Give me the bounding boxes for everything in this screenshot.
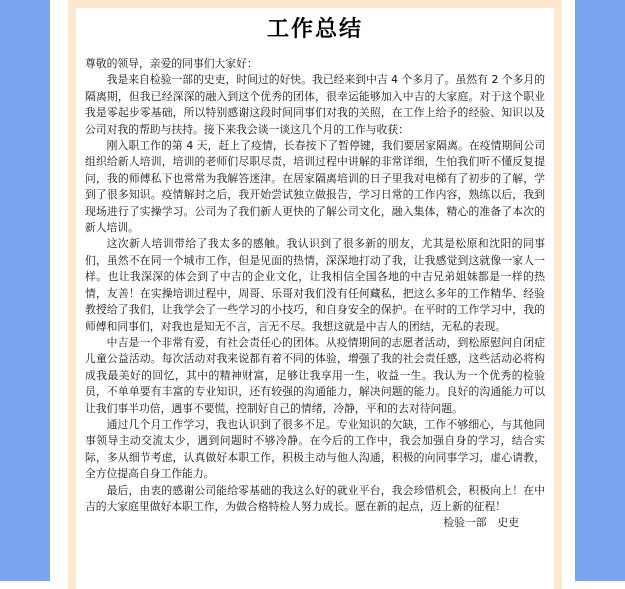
paragraph-training-start: 刚入职工作的第 4 天，赶上了疫情，长春按下了暂停键，我们要居家隔离。在疫情期间公司组织给新人培训，培训的老师们尽职尽责，培训过程中讲解的非常详细，生怕我们听不懂反复提问，我的师傅私下也常常为我解答迷津。在居家隔离培训的日子里我对电梯有了初步的了解，学到了很多知识。疫情解封之后，我开始尝试独立做报告，学习日常的工作内容，熟练以后，我到现场进行了实操学习。公司为了我们新人更快的了解公司文化，融入集体，精心的准备了本次的新人培训。 xyxy=(85,139,545,235)
paragraph-intro: 我是来自检验一部的史吏，时间过的好快。我已经来到中吉 4 个多月了。虽然有 2 个多月的隔离期，但我已经深深的融入到这个优秀的团体，很幸运能够加入中吉的大家庭。对于这个职业我是零起步零基础，所以特别感谢这段时间同事们对我的关照，在工作上给予的经验、知识以及公司对我的帮助与扶持。接下来我会谈一谈这几个月的工作与收获： xyxy=(85,73,545,136)
paragraph-training-impressions: 这次新人培训带给了我太多的感触。我认识到了很多新的朋友，尤其是松原和沈阳的同事们，虽然不在同一个城市工作，但是见面的热情，深深地打动了我，让我感觉到这就像一家人一样。也让我深深的体会到了中吉的企业文化，让我相信全国各地的中吉兄弟姐妹都是一样的热情，友善！在实操培训过程中，周哥、乐哥对我们没有任何藏私，把这么多年的工作精华、经验教授给了我们，让我学会了一些学习的小技巧，和自身安全的保护。在平时的工作学习中，我的师傅和同事们，对我也是知无不言，言无不尽。我想这就是中吉人的团结，无私的表现。 xyxy=(85,237,545,333)
salutation: 尊敬的领导，亲爱的同事们大家好： xyxy=(85,57,258,70)
document-title: 工作总结 xyxy=(266,16,363,42)
paragraph-closing: 最后，由衷的感谢公司能给零基础的我这么好的就业平台，我会珍惜机会，积极向上！在中吉的大家庭里做好本职工作，为做合格特检人努力成长。愿在新的起点，迈上新的征程！ xyxy=(85,483,545,513)
paragraph-company-culture: 中吉是一个非常有爱，有社会责任心的团体。从疫情期间的志愿者活动，到松原慰问自闭症儿童公益活动。每次活动对我来说都有着不同的体验，增强了我的社会责任感，这些活动必将构成我最美好的回忆，其中的精神财富，足够让我享用一生，收益一生。我认为一个优秀的检验员，不单单要有丰富的专业知识，还有较强的沟通能力，解决问题的能力。良好的沟通能力可以让我们事半功倍，遇事不要慌，控制好自己的情绪，冷静，平和的去对待问题。 xyxy=(85,335,545,415)
document-frame xyxy=(68,0,562,589)
paragraph-shortcomings: 通过几个月工作学习，我也认识到了很多不足。专业知识的欠缺，工作不够细心，与其他同事领导主动交流太少，遇到问题时不够冷静。在今后的工作中，我会加强自身的学习，结合实际，多从细节考虑，认真做好本职工作，积极主动与他人沟通，积极的向同事学习，虚心请教，全方位提高自身工作能力。 xyxy=(85,417,545,481)
document-body xyxy=(85,56,545,532)
left-side-panel xyxy=(0,0,50,581)
signature: 检验一部 史吏 xyxy=(443,516,519,530)
right-side-panel xyxy=(575,0,625,581)
document-page xyxy=(76,8,554,589)
